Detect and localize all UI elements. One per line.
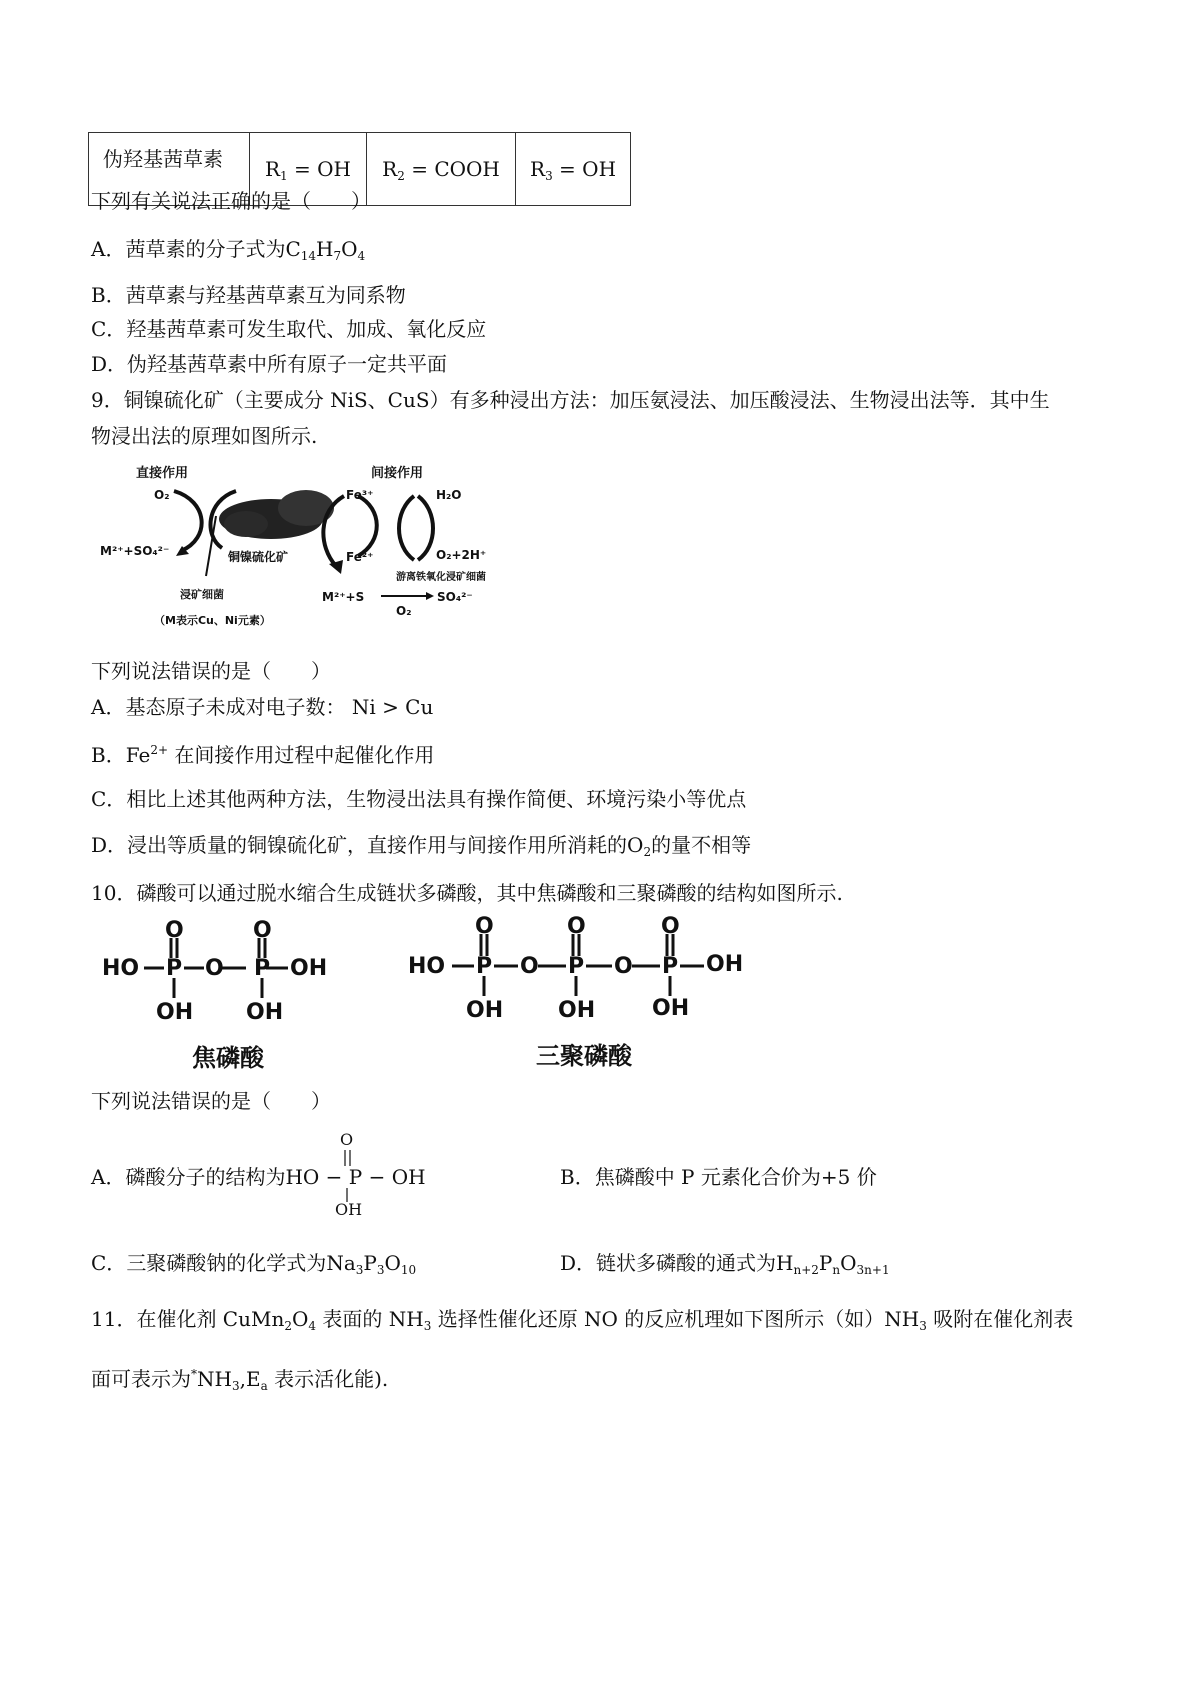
q8-option-a: A．茜草素的分子式为$C_{14}H_7O_4$ xyxy=(91,237,366,263)
atom-ho: HO xyxy=(102,956,140,981)
table-cell-r2: $R_2$ = COOH xyxy=(367,133,516,206)
table-cell-r3: $R_3$ = OH xyxy=(516,133,631,206)
q8-prompt: 下列有关说法正确的是（ ） xyxy=(91,189,371,213)
q10-option-d: D．链状多磷酸的通式为$H_{n+2}P_nO_{3n+1}$ xyxy=(560,1251,890,1277)
q11-line1: 11．在催化剂 $CuMn_2O_4$ 表面的 $NH_3$ 选择性催化还原 NO 的反应机理如下图所示（如）$NH_3$ 吸附在催化剂表 xyxy=(91,1307,1074,1333)
phosphate-double-bond xyxy=(342,1150,354,1168)
free-bacteria-label: 游离铁氧化浸矿细菌 xyxy=(396,572,486,583)
q8-option-d: D．伪羟基茜草素中所有原子一定共平面 xyxy=(91,352,448,376)
m-s-label: M²⁺+S xyxy=(322,590,365,604)
q9-option-d: D．浸出等质量的铜镍硫化矿，直接作用与间接作用所消耗的$O_2$的量不相等 xyxy=(91,833,752,859)
so4-label: SO₄²⁻ xyxy=(437,590,473,604)
phosphate-bottom-oh: OH xyxy=(335,1200,363,1219)
atom-oh: OH xyxy=(652,996,690,1021)
atom-o: O xyxy=(205,956,224,981)
h2o-label: H₂O xyxy=(436,488,462,502)
atom-o: O xyxy=(661,914,680,939)
pyrophosphoric-structure xyxy=(100,918,360,1072)
atom-ho: HO xyxy=(408,954,446,979)
note-label: （M表示Cu、Ni元素） xyxy=(154,614,271,627)
o2-bottom-label: O₂ xyxy=(396,604,412,618)
direct-action-label: 直接作用 xyxy=(136,466,189,481)
q10-stem: 10．磷酸可以通过脱水缩合生成链状多磷酸，其中焦磷酸和三聚磷酸的结构如图所示. xyxy=(91,881,843,905)
phosphate-double-o: O xyxy=(340,1130,354,1149)
o2-left-label: O₂ xyxy=(154,488,170,502)
atom-p: P xyxy=(254,956,271,981)
atom-o: O xyxy=(165,918,184,943)
left-product-label: M²⁺+SO₄²⁻ xyxy=(100,544,170,558)
tripoly-name: 三聚磷酸 xyxy=(536,1042,632,1070)
atom-p: P xyxy=(662,954,679,979)
q9-stem-line2: 物浸出法的原理如图所示. xyxy=(91,424,318,448)
pyro-name: 焦磷酸 xyxy=(192,1044,264,1072)
atom-o: O xyxy=(614,954,633,979)
atom-oh: OH xyxy=(558,998,596,1023)
o2-2h-label: O₂+2H⁺ xyxy=(436,548,487,562)
atom-oh: OH xyxy=(246,1000,284,1025)
atom-oh: OH xyxy=(706,952,744,977)
fe2-label: Fe²⁺ xyxy=(346,550,374,564)
q10-option-b: B．焦磷酸中 P 元素化合价为+5 价 xyxy=(560,1165,877,1189)
atom-o: O xyxy=(520,954,539,979)
q11-line2: 面可表示为$^*NH_3,E_a$ 表示活化能). xyxy=(91,1367,389,1393)
ore-label: 铜镍硫化矿 xyxy=(228,550,289,564)
q9-stem-line1: 9．铜镍硫化矿（主要成分 NiS、CuS）有多种浸出方法：加压氨浸法、加压酸浸法、生物浸出法等．其中生 xyxy=(91,388,1050,412)
q10-prompt: 下列说法错误的是（ ） xyxy=(91,1089,331,1113)
q9-option-c: C．相比上述其他两种方法，生物浸出法具有操作简便、环境污染小等优点 xyxy=(91,787,747,811)
bioleaching-figure xyxy=(96,456,536,636)
q8-option-b: B．茜草素与羟基茜草素互为同系物 xyxy=(91,283,406,307)
fe3-label: Fe³⁺ xyxy=(346,488,374,502)
tripolyphosphoric-structure xyxy=(408,912,788,1070)
q8-option-c: C．羟基茜草素可发生取代、加成、氧化反应 xyxy=(91,317,487,341)
atom-o: O xyxy=(475,914,494,939)
table-cell-r1: $R_1$ = OH xyxy=(250,133,367,206)
atom-o: O xyxy=(567,914,586,939)
atom-p: P xyxy=(568,954,585,979)
indirect-action-label: 间接作用 xyxy=(371,466,424,481)
q10-option-a: A．磷酸分子的结构为HO − P − OH xyxy=(91,1165,426,1189)
q9-option-a: A．基态原子未成对电子数： Ni > Cu xyxy=(91,695,434,719)
bacteria-label: 浸矿细菌 xyxy=(180,588,224,601)
atom-p: P xyxy=(166,956,183,981)
atom-p: P xyxy=(476,954,493,979)
atom-oh: OH xyxy=(466,998,504,1023)
q10-option-c: C．三聚磷酸钠的化学式为$Na_3P_3O_{10}$ xyxy=(91,1251,417,1277)
q9-prompt: 下列说法错误的是（ ） xyxy=(91,659,331,683)
q9-option-b: B．$Fe^{2+}$ 在间接作用过程中起催化作用 xyxy=(91,743,435,767)
table-cell-compound: 伪羟基茜草素 xyxy=(89,133,250,206)
atom-o: O xyxy=(253,918,272,943)
atom-oh: OH xyxy=(156,1000,194,1025)
atom-oh: OH xyxy=(290,956,328,981)
